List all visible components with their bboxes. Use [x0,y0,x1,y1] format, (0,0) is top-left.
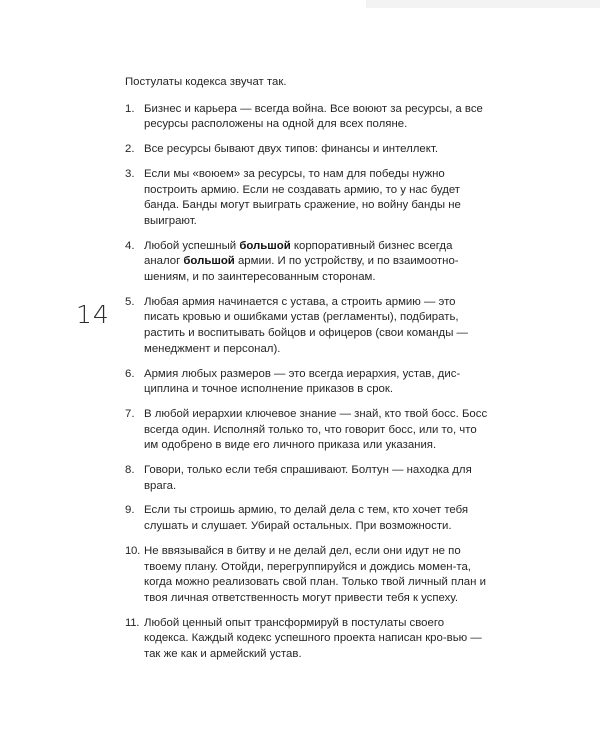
postulate-number: 9. [125,504,135,517]
postulate-number: 2. [125,143,135,156]
postulate-number: 4. [125,239,135,252]
postulate-number: 6. [125,367,135,380]
page-content [125,75,491,672]
intro-text: Постулаты кодекса звучат так. [125,76,287,88]
postulate-text: Все ресурсы бывают двух типов: финансы и интеллект. [144,143,438,156]
postulate-item [125,239,491,286]
postulate-text-part: корпоративный бизнес всегда аналог [144,239,453,268]
postulate-text: Если ты строишь армию, то делай дела с тем, кто хочет тебя слушать и слушает. Убирай остальных. При возможности. [144,504,469,533]
postulate-item [125,407,491,454]
postulate-text: Не ввязывайся в битву и не делай дел, если они идут не по твоему плану. Отойди, перегруппируйся и дождись момен-та, когда можно реализовать свой план. Только твой личный план и твоя личная ответственность могут привести тебя к успеху. [144,544,486,604]
postulate-item [125,544,491,607]
postulate-number: 10. [125,544,140,557]
postulate-item [125,503,491,534]
postulate-number: 11. [125,616,140,629]
postulate-number: 3. [125,167,135,180]
page-number: 14 [76,300,110,329]
postulate-item [125,142,491,158]
postulate-text [144,239,491,286]
emphasis-bold: большой [239,239,291,252]
postulate-number: 5. [125,295,135,308]
postulate-item [125,167,491,230]
postulate-text-part: Любой успешный [144,239,240,252]
postulate-item [125,295,491,358]
postulate-text: Говори, только если тебя спрашивают. Болтун — находка для врага. [144,464,472,492]
postulate-text: В любой иерархии ключевое знание — знай, кто твой босс. Босс всегда один. Исполняй только то, что говорит босс, или то, что им одобрено в виде его личного приказа или указания. [144,407,488,452]
postulate-number: 8. [125,464,135,477]
postulate-item [125,102,491,133]
postulate-text: Бизнес и карьера — всегда война. Все воюют за ресурсы, а все ресурсы расположены на одной для всех поляне. [144,102,483,131]
postulate-number: 7. [125,407,135,420]
emphasis-bold: большой [183,255,235,268]
postulate-text: Любой ценный опыт трансформируй в постулаты своего кодекса. Каждый кодекс успешного проекта написан кро-вью — так же как и армейский устав. [144,616,482,661]
postulate-item [125,463,491,494]
postulate-text: Армия любых размеров — это всегда иерархия, устав, дис-циплина и точное исполнение приказов в срок. [144,367,461,396]
postulate-text: Любая армия начинается с устава, а строить армию — это писать кровью и ошибками устав (регламенты), подбирать, растить и воспитывать бойцов и офицеров (свои команды — менеджмент и персонал). [144,295,468,355]
page-corner-shade [366,0,600,8]
postulate-item [125,616,491,663]
postulate-text: Если мы «воюем» за ресурсы, то нам для победы нужно построить армию. Если не создавать армию, то у нас будет банда. Банды могут выиграть сражение, но войну банды не выиграют. [144,167,461,227]
postulate-text-part: армии. И по устройству, и по взаимоотно-шениям, и по заинтересованным сторонам. [144,255,459,284]
postulate-number: 1. [125,102,135,115]
postulate-item [125,367,491,398]
